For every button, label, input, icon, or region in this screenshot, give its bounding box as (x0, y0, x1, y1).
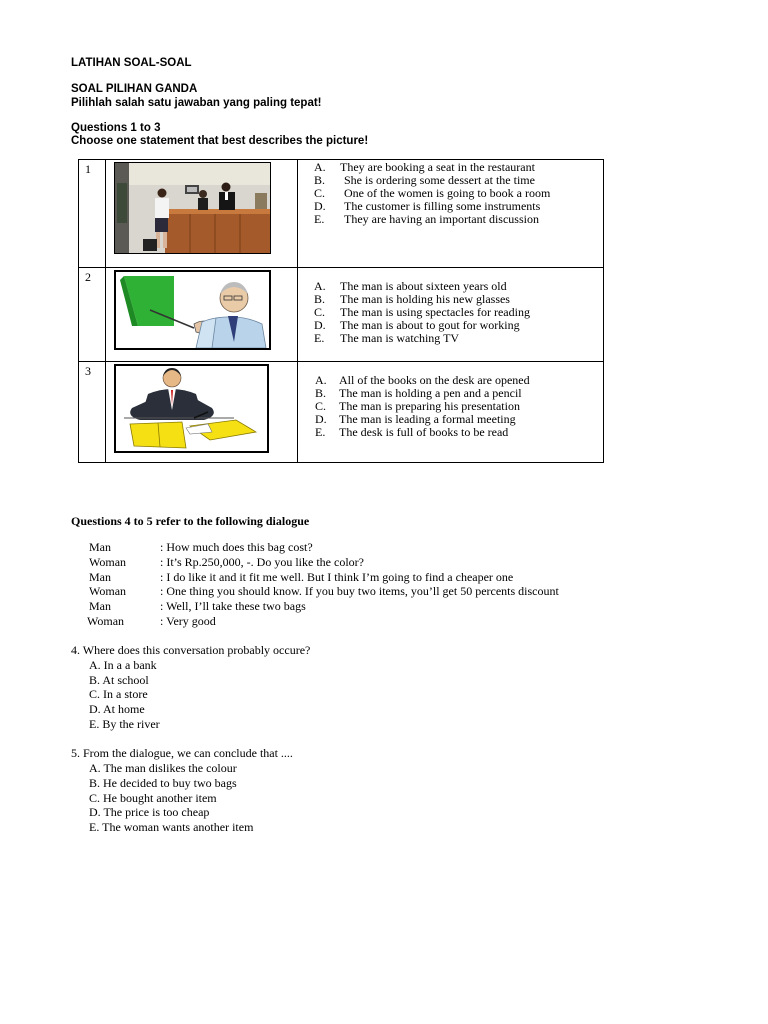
option-letter: C. (315, 399, 327, 413)
question-5-option: A. The man dislikes the colour (89, 761, 237, 775)
option-letter: E. (314, 331, 325, 345)
dialogue-speaker: Woman (87, 614, 125, 628)
option-letter: C. (314, 305, 326, 319)
question-row-3 (79, 362, 604, 463)
dialogue-text: : Very good (160, 614, 216, 628)
option-e (298, 332, 603, 345)
question-4-option: B. At school (89, 673, 149, 687)
question-row-2 (79, 268, 604, 362)
dialogue-text: : One thing you should know. If you buy two items, you’ll get 50 percents discount (160, 584, 559, 598)
dialogue-speaker: Woman (89, 555, 127, 569)
question-5-option: C. He bought another item (89, 791, 217, 805)
option-letter: A. (314, 160, 326, 174)
dialogue-line (87, 614, 216, 629)
question-4-option: E. By the river (89, 717, 160, 731)
question-number-cell (79, 362, 106, 463)
question-number-cell (79, 160, 106, 268)
dialogue-line (89, 555, 364, 570)
option-letter: A. (314, 279, 326, 293)
man-pointing-image (116, 272, 269, 348)
option-text: The customer is filling some instruments (344, 199, 541, 213)
option-text: They are having an important discussion (344, 212, 539, 226)
picture-cell (106, 160, 298, 268)
question-5-stem: 5. From the dialogue, we can conclude that .... (71, 746, 293, 760)
option-text: The man is watching TV (340, 331, 460, 345)
options-cell (298, 160, 604, 268)
option-text: They are booking a seat in the restaurant (340, 160, 535, 174)
question-number: 3 (85, 364, 91, 378)
option-letter: C. (314, 186, 326, 200)
section-instruction: Pilihlah salah satu jawaban yang paling tepat! (71, 97, 322, 109)
question-number: 1 (85, 162, 91, 176)
option-letter: B. (314, 173, 326, 187)
hotel-reception-photo (114, 162, 271, 254)
question-number: 2 (85, 270, 91, 284)
question-5-option: B. He decided to buy two bags (89, 776, 237, 790)
dialogue-line (89, 570, 513, 585)
dialogue-text: : How much does this bag cost? (160, 540, 313, 554)
options-cell (298, 268, 604, 362)
option-text: The man is using spectacles for reading (340, 305, 530, 319)
option-text: The man is holding a pen and a pencil (339, 386, 522, 400)
question-row-1 (79, 160, 604, 268)
option-letter: B. (314, 292, 326, 306)
part1-instruction: Choose one statement that best describes the picture! (71, 135, 369, 147)
dialogue-text: : It’s Rp.250,000, -. Do you like the color? (160, 555, 364, 569)
hotel-reception-image (115, 163, 270, 253)
option-letter: D. (314, 318, 326, 332)
man-writing-at-desk-clipart (114, 364, 269, 453)
option-letter: E. (315, 425, 326, 439)
dialogue-text: : Well, I’ll take these two bags (160, 599, 306, 613)
section-title: SOAL PILIHAN GANDA (71, 83, 198, 95)
option-letter: A. (315, 373, 327, 387)
picture-cell (106, 268, 298, 362)
dialogue-speaker: Man (89, 540, 111, 554)
option-text: She is ordering some dessert at the time (344, 173, 535, 187)
question-4-stem: 4. Where does this conversation probably occure? (71, 643, 311, 657)
options-cell (298, 362, 604, 463)
part2-heading: Questions 4 to 5 refer to the following dialogue (71, 514, 310, 528)
option-text: All of the books on the desk are opened (339, 373, 530, 387)
dialogue-text: : I do like it and it fit me well. But I think I’m going to find a cheaper one (160, 570, 514, 584)
option-letter: D. (315, 412, 327, 426)
page-title: LATIHAN SOAL-SOAL (71, 57, 192, 69)
dialogue-speaker: Man (89, 570, 111, 584)
questions-table (78, 159, 604, 463)
dialogue-line (89, 599, 306, 614)
question-4-option: A. In a a bank (89, 658, 157, 672)
option-letter: B. (315, 386, 327, 400)
option-text: The desk is full of books to be read (339, 425, 509, 439)
question-4-option: D. At home (89, 702, 145, 716)
option-text: The man is leading a formal meeting (339, 412, 516, 426)
dialogue-speaker: Woman (89, 584, 127, 598)
part1-heading: Questions 1 to 3 (71, 122, 161, 134)
dialogue-line (89, 584, 559, 599)
option-text: One of the women is going to book a room (344, 186, 551, 200)
option-e (298, 426, 603, 439)
man-writing-image (116, 366, 267, 451)
option-letter: E. (314, 212, 325, 226)
question-5-option: D. The price is too cheap (89, 805, 210, 819)
picture-cell (106, 362, 298, 463)
option-text: The man is holding his new glasses (340, 292, 510, 306)
option-e (298, 213, 603, 226)
option-letter: D. (314, 199, 326, 213)
option-text: The man is about to gout for working (340, 318, 520, 332)
question-5-option: E. The woman wants another item (89, 820, 254, 834)
question-number-cell (79, 268, 106, 362)
dialogue-line (89, 540, 313, 555)
question-4-option: C. In a store (89, 687, 148, 701)
man-pointing-at-board-clipart (114, 270, 271, 350)
dialogue-speaker: Man (89, 599, 111, 613)
option-text: The man is about sixteen years old (340, 279, 507, 293)
option-text: The man is preparing his presentation (339, 399, 520, 413)
